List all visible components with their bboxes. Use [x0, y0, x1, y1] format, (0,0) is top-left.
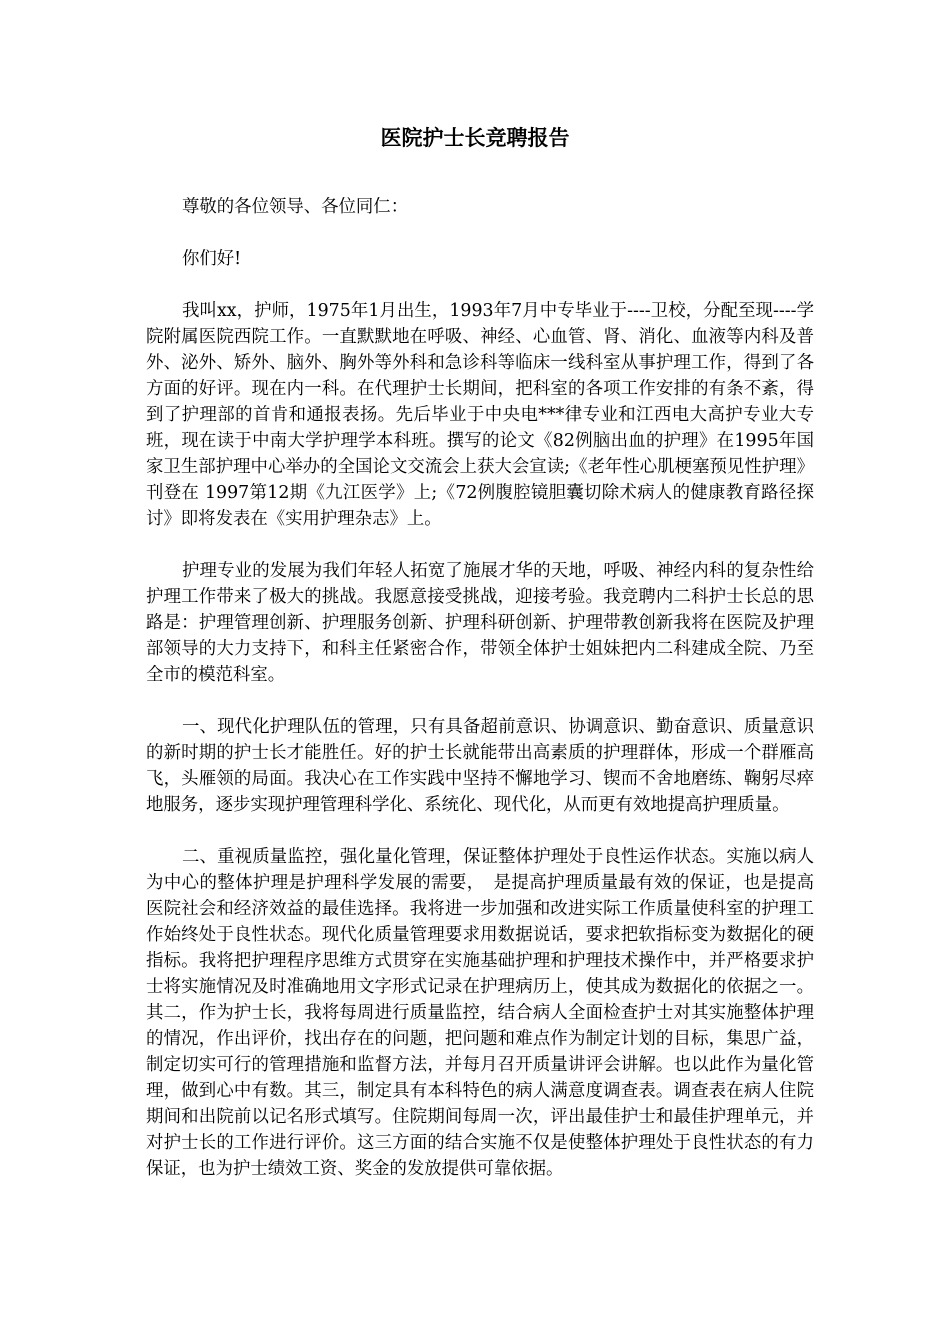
quality-monitoring-paragraph: 二、重视质量监控，强化量化管理，保证整体护理处于良性运作状态。实施以病人为中心的整体护理是护理科学发展的需要， 是提高护理质量最有效的保证，也是提高医院社会和经济效益的最佳选择。我将进一步加强和改进实际工作质量使科室的护理工作始终处于良性状态。现代化质量管理要求用数据说话，要求把软指标变为数据化的硬指标。我将把护理程序思维方式贯穿在实施基础护理和护理技术操作中，并严格要求护士将实施情况及时准确地用文字形式记录在护理病历上，使其成为数据化的依据之一。其二，作为护士长，我将每周进行质量监控，结合病人全面检查护士对其实施整体护理的情况，作出评价，找出存在的问题，把问题和难点作为制定计划的目标，集思广益，制定切实可行的管理措施和监督方法，并每月召开质量讲评会讲解。也以此作为量化管理，做到心中有数。其三，制定具有本科特色的病人满意度调查表。调查表在病人住院期间和出院前以记名形式填写。住院期间每周一次，评出最佳护士和最佳护理单元，并对护士长的工作进行评价。这三方面的结合实施不仅是使整体护理处于良性状态的有力保证，也为护士绩效工资、奖金的发放提供可靠依据。 [146, 847, 814, 1179]
greeting-paragraph: 你们好! [182, 249, 242, 269]
document-body [146, 194, 814, 1182]
team-management-paragraph: 一、现代化护理队伍的管理，只有具备超前意识、协调意识、勤奋意识、质量意识的新时期的护士长才能胜任。好的护士长就能带出高素质的护理群体，形成一个群雁高飞，头雁领的局面。我决心在工作实践中坚持不懈地学习、锲而不舍地磨练、鞠躬尽瘁地服务，逐步实现护理管理科学化、系统化、现代化，从而更有效地提高护理质量。 [146, 717, 814, 815]
salutation-paragraph: 尊敬的各位领导、各位同仁： [182, 197, 409, 217]
candidacy-plan-paragraph: 护理专业的发展为我们年轻人拓宽了施展才华的天地，呼吸、神经内科的复杂性给护理工作带来了极大的挑战。我愿意接受挑战，迎接考验。我竞聘内二科护士长总的思路是：护理管理创新、护理服务创新、护理科研创新、护理带教创新我将在医院及护理部领导的大力支持下，和科主任紧密合作，带领全体护士姐妹把内二科建成全院、乃至全市的模范科室。 [146, 561, 814, 685]
self-introduction-paragraph: 我叫xx，护师，1975年1月出生，1993年7月中专毕业于----卫校，分配至现----学院附属医院西院工作。一直默默地在呼吸、神经、心血管、肾、消化、血液等内科及普外、泌外、矫外、脑外、胸外等外科和急诊科等临床一线科室从事护理工作，得到了各方面的好评。现在内一科。在代理护士长期间，把科室的各项工作安排的有条不紊，得到了护理部的首肯和通报表扬。先后毕业于中央电***律专业和江西电大高护专业大专班，现在读于中南大学护理学本科班。撰写的论文《82例脑出血的护理》在1995年国家卫生部护理中心举办的全国论文交流会上获大会宣读;《老年性心肌梗塞预见性护理》刊登在 1997第12期《九江医学》上;《72例腹腔镜胆囊切除术病人的健康教育路径探讨》即将发表在《实用护理杂志》上。 [146, 301, 814, 529]
document-title: 医院护士长竞聘报告 [380, 126, 570, 150]
